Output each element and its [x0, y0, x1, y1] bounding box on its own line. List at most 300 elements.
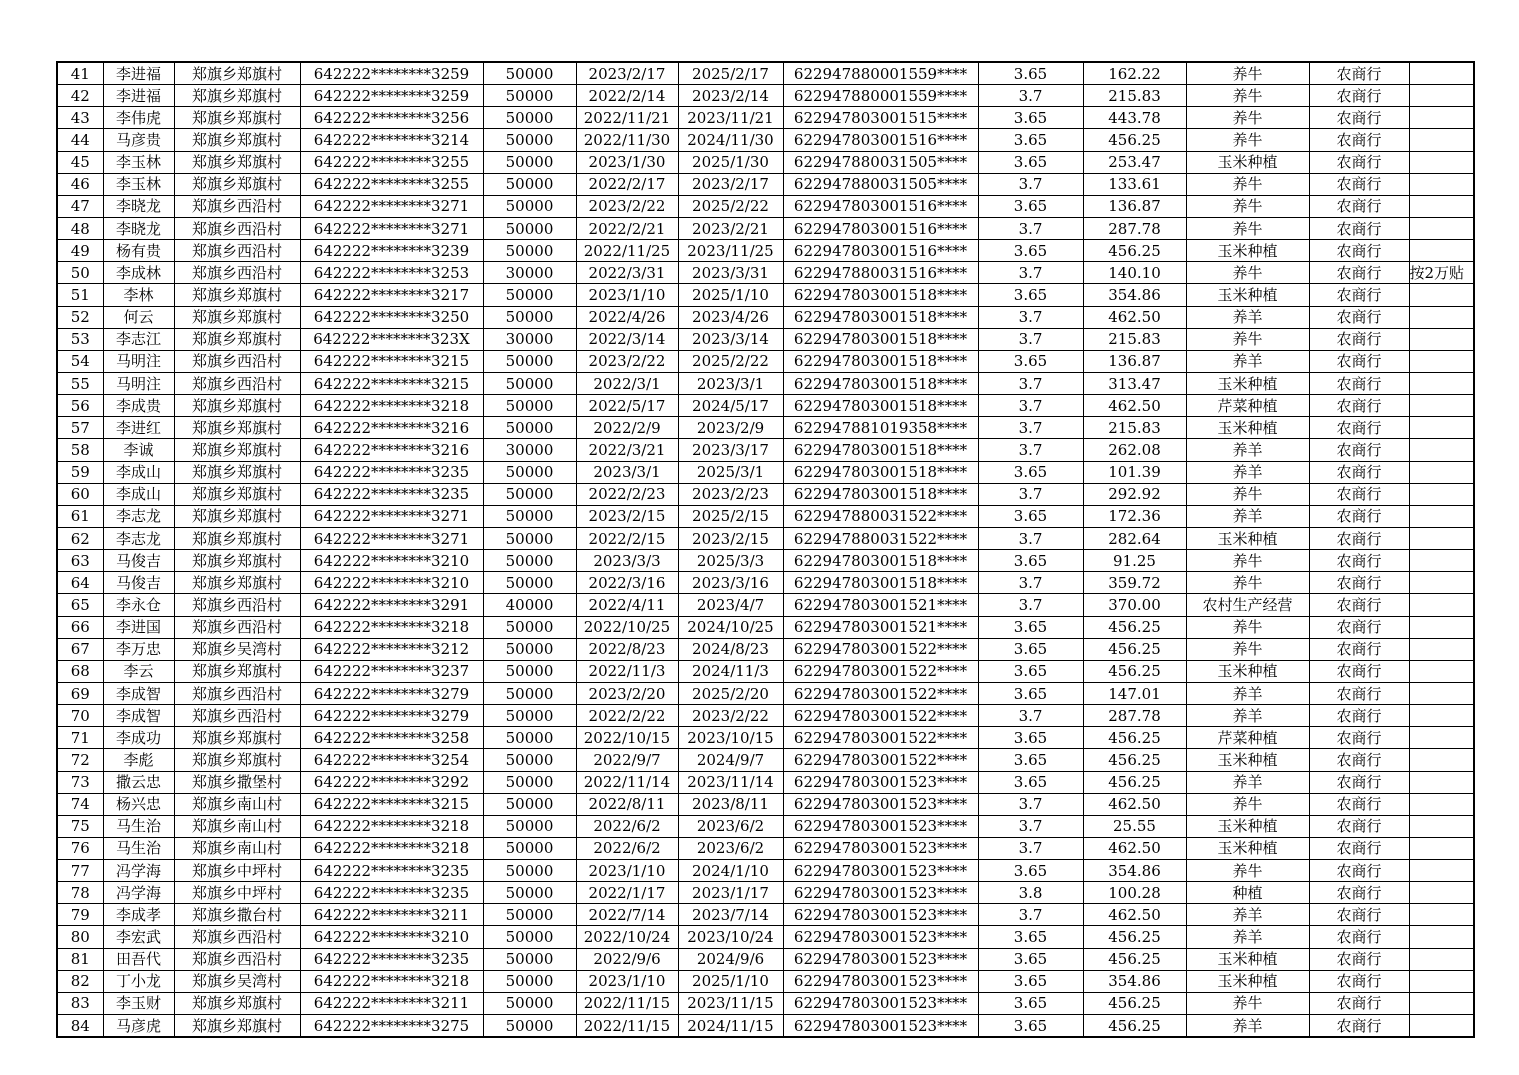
bank-cell: 农商行	[1309, 572, 1409, 594]
note-cell	[1409, 616, 1474, 638]
loan-amount-cell: 50000	[483, 395, 576, 417]
village-cell: 郑旗乡郑旗村	[174, 550, 300, 572]
name-cell: 李成贵	[103, 395, 174, 417]
id-number-cell: 642222********3215	[300, 350, 483, 372]
loan-amount-cell: 50000	[483, 284, 576, 306]
loan-purpose-cell: 养羊	[1186, 350, 1309, 372]
bank-cell: 农商行	[1309, 793, 1409, 815]
interest-amount-cell: 462.50	[1083, 306, 1186, 328]
interest-rate-cell: 3.7	[978, 904, 1083, 926]
name-cell: 李成山	[103, 461, 174, 483]
name-cell: 马生治	[103, 815, 174, 837]
loan-purpose-cell: 玉米种植	[1186, 815, 1309, 837]
interest-amount-cell: 101.39	[1083, 461, 1186, 483]
loan-purpose-cell: 养牛	[1186, 195, 1309, 217]
note-cell	[1409, 372, 1474, 394]
table-row	[57, 926, 1474, 948]
bank-cell: 农商行	[1309, 882, 1409, 904]
account-number-cell: 622947880031516****	[783, 262, 978, 284]
name-cell: 李晓龙	[103, 217, 174, 239]
row-number-cell: 53	[57, 328, 103, 350]
id-number-cell: 642222********3237	[300, 660, 483, 682]
bank-cell: 农商行	[1309, 217, 1409, 239]
account-number-cell: 622947803001518****	[783, 284, 978, 306]
name-cell: 李成孝	[103, 904, 174, 926]
row-number-cell: 49	[57, 240, 103, 262]
interest-rate-cell: 3.7	[978, 306, 1083, 328]
account-number-cell: 622947803001523****	[783, 1015, 978, 1038]
end-date-cell: 2024/9/6	[678, 948, 783, 970]
village-cell: 郑旗乡南山村	[174, 837, 300, 859]
note-cell: 按2万贴	[1409, 262, 1474, 284]
interest-rate-cell: 3.65	[978, 660, 1083, 682]
id-number-cell: 642222********3259	[300, 62, 483, 85]
interest-rate-cell: 3.65	[978, 638, 1083, 660]
id-number-cell: 642222********3255	[300, 173, 483, 195]
interest-amount-cell: 172.36	[1083, 505, 1186, 527]
interest-amount-cell: 456.25	[1083, 926, 1186, 948]
note-cell	[1409, 1015, 1474, 1038]
loan-amount-cell: 50000	[483, 638, 576, 660]
loan-purpose-cell: 养羊	[1186, 461, 1309, 483]
bank-cell: 农商行	[1309, 904, 1409, 926]
account-number-cell: 622947880031505****	[783, 151, 978, 173]
interest-amount-cell: 162.22	[1083, 62, 1186, 85]
account-number-cell: 622947803001523****	[783, 837, 978, 859]
loan-purpose-cell: 玉米种植	[1186, 948, 1309, 970]
interest-amount-cell: 133.61	[1083, 173, 1186, 195]
account-number-cell: 622947803001523****	[783, 970, 978, 992]
note-cell	[1409, 749, 1474, 771]
interest-rate-cell: 3.7	[978, 217, 1083, 239]
interest-amount-cell: 354.86	[1083, 860, 1186, 882]
table-row	[57, 970, 1474, 992]
interest-amount-cell: 456.25	[1083, 992, 1186, 1014]
bank-cell: 农商行	[1309, 461, 1409, 483]
id-number-cell: 642222********3254	[300, 749, 483, 771]
note-cell	[1409, 350, 1474, 372]
row-number-cell: 50	[57, 262, 103, 284]
name-cell: 李成山	[103, 483, 174, 505]
row-number-cell: 71	[57, 727, 103, 749]
name-cell: 冯学海	[103, 860, 174, 882]
interest-rate-cell: 3.7	[978, 372, 1083, 394]
table-row	[57, 837, 1474, 859]
village-cell: 郑旗乡郑旗村	[174, 439, 300, 461]
id-number-cell: 642222********3210	[300, 550, 483, 572]
bank-cell: 农商行	[1309, 417, 1409, 439]
id-number-cell: 642222********3271	[300, 527, 483, 549]
loan-amount-cell: 50000	[483, 240, 576, 262]
loan-amount-cell: 50000	[483, 616, 576, 638]
start-date-cell: 2023/2/17	[576, 62, 678, 85]
name-cell: 马彦贵	[103, 129, 174, 151]
loan-table	[56, 61, 1475, 1038]
interest-amount-cell: 456.25	[1083, 616, 1186, 638]
village-cell: 郑旗乡郑旗村	[174, 527, 300, 549]
loan-purpose-cell: 养牛	[1186, 992, 1309, 1014]
id-number-cell: 642222********3215	[300, 793, 483, 815]
interest-amount-cell: 354.86	[1083, 284, 1186, 306]
start-date-cell: 2023/1/10	[576, 970, 678, 992]
bank-cell: 农商行	[1309, 483, 1409, 505]
table-row	[57, 240, 1474, 262]
loan-purpose-cell: 农村生产经营	[1186, 594, 1309, 616]
interest-rate-cell: 3.7	[978, 395, 1083, 417]
table-row	[57, 815, 1474, 837]
loan-amount-cell: 50000	[483, 793, 576, 815]
account-number-cell: 622947803001523****	[783, 815, 978, 837]
bank-cell: 农商行	[1309, 1015, 1409, 1038]
account-number-cell: 622947803001516****	[783, 217, 978, 239]
table-row	[57, 948, 1474, 970]
account-number-cell: 622947803001523****	[783, 992, 978, 1014]
interest-rate-cell: 3.7	[978, 793, 1083, 815]
loan-purpose-cell: 养牛	[1186, 107, 1309, 129]
interest-amount-cell: 215.83	[1083, 417, 1186, 439]
end-date-cell: 2023/2/22	[678, 705, 783, 727]
name-cell: 马明注	[103, 372, 174, 394]
id-number-cell: 642222********3235	[300, 948, 483, 970]
table-row	[57, 682, 1474, 704]
loan-purpose-cell: 养羊	[1186, 1015, 1309, 1038]
loan-amount-cell: 50000	[483, 882, 576, 904]
village-cell: 郑旗乡郑旗村	[174, 107, 300, 129]
row-number-cell: 73	[57, 771, 103, 793]
loan-amount-cell: 50000	[483, 85, 576, 107]
loan-amount-cell: 50000	[483, 417, 576, 439]
interest-amount-cell: 359.72	[1083, 572, 1186, 594]
table-row	[57, 705, 1474, 727]
account-number-cell: 622947803001518****	[783, 395, 978, 417]
loan-amount-cell: 30000	[483, 439, 576, 461]
id-number-cell: 642222********3235	[300, 483, 483, 505]
loan-amount-cell: 50000	[483, 129, 576, 151]
village-cell: 郑旗乡郑旗村	[174, 151, 300, 173]
row-number-cell: 80	[57, 926, 103, 948]
table-row	[57, 372, 1474, 394]
village-cell: 郑旗乡郑旗村	[174, 328, 300, 350]
start-date-cell: 2022/10/25	[576, 616, 678, 638]
start-date-cell: 2022/11/15	[576, 1015, 678, 1038]
id-number-cell: 642222********3271	[300, 505, 483, 527]
loan-purpose-cell: 养牛	[1186, 217, 1309, 239]
loan-amount-cell: 50000	[483, 705, 576, 727]
interest-amount-cell: 456.25	[1083, 129, 1186, 151]
note-cell	[1409, 860, 1474, 882]
id-number-cell: 642222********3215	[300, 372, 483, 394]
start-date-cell: 2022/3/21	[576, 439, 678, 461]
interest-rate-cell: 3.7	[978, 837, 1083, 859]
name-cell: 李宏武	[103, 926, 174, 948]
id-number-cell: 642222********3235	[300, 461, 483, 483]
start-date-cell: 2023/2/20	[576, 682, 678, 704]
start-date-cell: 2022/2/9	[576, 417, 678, 439]
account-number-cell: 622947880031505****	[783, 173, 978, 195]
start-date-cell: 2022/4/26	[576, 306, 678, 328]
loan-amount-cell: 50000	[483, 505, 576, 527]
end-date-cell: 2023/11/15	[678, 992, 783, 1014]
village-cell: 郑旗乡中坪村	[174, 882, 300, 904]
interest-amount-cell: 262.08	[1083, 439, 1186, 461]
loan-purpose-cell: 玉米种植	[1186, 284, 1309, 306]
name-cell: 李彪	[103, 749, 174, 771]
bank-cell: 农商行	[1309, 439, 1409, 461]
bank-cell: 农商行	[1309, 195, 1409, 217]
village-cell: 郑旗乡西沿村	[174, 350, 300, 372]
start-date-cell: 2022/3/14	[576, 328, 678, 350]
id-number-cell: 642222********3253	[300, 262, 483, 284]
start-date-cell: 2022/7/14	[576, 904, 678, 926]
note-cell	[1409, 904, 1474, 926]
note-cell	[1409, 395, 1474, 417]
bank-cell: 农商行	[1309, 837, 1409, 859]
end-date-cell: 2024/5/17	[678, 395, 783, 417]
note-cell	[1409, 970, 1474, 992]
interest-amount-cell: 456.25	[1083, 749, 1186, 771]
interest-rate-cell: 3.65	[978, 195, 1083, 217]
loan-amount-cell: 50000	[483, 970, 576, 992]
end-date-cell: 2023/3/1	[678, 372, 783, 394]
village-cell: 郑旗乡郑旗村	[174, 505, 300, 527]
interest-rate-cell: 3.7	[978, 328, 1083, 350]
row-number-cell: 79	[57, 904, 103, 926]
village-cell: 郑旗乡郑旗村	[174, 306, 300, 328]
interest-rate-cell: 3.65	[978, 151, 1083, 173]
row-number-cell: 59	[57, 461, 103, 483]
row-number-cell: 70	[57, 705, 103, 727]
bank-cell: 农商行	[1309, 727, 1409, 749]
note-cell	[1409, 439, 1474, 461]
account-number-cell: 622947803001518****	[783, 372, 978, 394]
name-cell: 李志江	[103, 328, 174, 350]
loan-purpose-cell: 芹菜种植	[1186, 395, 1309, 417]
end-date-cell: 2025/2/20	[678, 682, 783, 704]
loan-purpose-cell: 养羊	[1186, 306, 1309, 328]
note-cell	[1409, 505, 1474, 527]
account-number-cell: 622947803001523****	[783, 771, 978, 793]
interest-rate-cell: 3.65	[978, 948, 1083, 970]
start-date-cell: 2023/2/15	[576, 505, 678, 527]
name-cell: 马俊吉	[103, 550, 174, 572]
name-cell: 马生治	[103, 837, 174, 859]
account-number-cell: 622947803001523****	[783, 860, 978, 882]
start-date-cell: 2022/11/3	[576, 660, 678, 682]
loan-amount-cell: 50000	[483, 992, 576, 1014]
interest-amount-cell: 456.25	[1083, 727, 1186, 749]
table-row	[57, 395, 1474, 417]
interest-amount-cell: 136.87	[1083, 195, 1186, 217]
interest-amount-cell: 456.25	[1083, 1015, 1186, 1038]
interest-amount-cell: 313.47	[1083, 372, 1186, 394]
interest-rate-cell: 3.65	[978, 616, 1083, 638]
interest-rate-cell: 3.65	[978, 682, 1083, 704]
interest-rate-cell: 3.65	[978, 129, 1083, 151]
end-date-cell: 2024/9/7	[678, 749, 783, 771]
end-date-cell: 2025/2/22	[678, 350, 783, 372]
loan-amount-cell: 50000	[483, 682, 576, 704]
note-cell	[1409, 572, 1474, 594]
id-number-cell: 642222********3271	[300, 195, 483, 217]
table-body	[57, 62, 1474, 1037]
note-cell	[1409, 107, 1474, 129]
name-cell: 杨有贵	[103, 240, 174, 262]
loan-purpose-cell: 芹菜种植	[1186, 727, 1309, 749]
end-date-cell: 2025/3/3	[678, 550, 783, 572]
start-date-cell: 2023/1/10	[576, 860, 678, 882]
loan-purpose-cell: 养牛	[1186, 550, 1309, 572]
account-number-cell: 622947803001522****	[783, 638, 978, 660]
end-date-cell: 2023/11/25	[678, 240, 783, 262]
note-cell	[1409, 195, 1474, 217]
interest-rate-cell: 3.65	[978, 860, 1083, 882]
table-row	[57, 793, 1474, 815]
loan-purpose-cell: 养牛	[1186, 638, 1309, 660]
village-cell: 郑旗乡西沿村	[174, 682, 300, 704]
account-number-cell: 622947803001518****	[783, 483, 978, 505]
end-date-cell: 2023/4/7	[678, 594, 783, 616]
interest-amount-cell: 462.50	[1083, 904, 1186, 926]
note-cell	[1409, 948, 1474, 970]
name-cell: 李永仓	[103, 594, 174, 616]
interest-amount-cell: 91.25	[1083, 550, 1186, 572]
row-number-cell: 44	[57, 129, 103, 151]
bank-cell: 农商行	[1309, 705, 1409, 727]
village-cell: 郑旗乡西沿村	[174, 926, 300, 948]
village-cell: 郑旗乡西沿村	[174, 616, 300, 638]
account-number-cell: 622947803001518****	[783, 328, 978, 350]
bank-cell: 农商行	[1309, 328, 1409, 350]
interest-rate-cell: 3.65	[978, 284, 1083, 306]
interest-amount-cell: 443.78	[1083, 107, 1186, 129]
note-cell	[1409, 62, 1474, 85]
loan-amount-cell: 50000	[483, 926, 576, 948]
village-cell: 郑旗乡吴湾村	[174, 638, 300, 660]
id-number-cell: 642222********3250	[300, 306, 483, 328]
loan-purpose-cell: 养牛	[1186, 572, 1309, 594]
village-cell: 郑旗乡郑旗村	[174, 483, 300, 505]
table-row	[57, 550, 1474, 572]
interest-rate-cell: 3.7	[978, 85, 1083, 107]
account-number-cell: 622947803001523****	[783, 904, 978, 926]
bank-cell: 农商行	[1309, 550, 1409, 572]
row-number-cell: 68	[57, 660, 103, 682]
id-number-cell: 642222********3218	[300, 815, 483, 837]
note-cell	[1409, 483, 1474, 505]
id-number-cell: 642222********3291	[300, 594, 483, 616]
end-date-cell: 2025/2/22	[678, 195, 783, 217]
start-date-cell: 2022/10/15	[576, 727, 678, 749]
village-cell: 郑旗乡郑旗村	[174, 749, 300, 771]
bank-cell: 农商行	[1309, 682, 1409, 704]
note-cell	[1409, 815, 1474, 837]
note-cell	[1409, 527, 1474, 549]
start-date-cell: 2022/5/17	[576, 395, 678, 417]
name-cell: 李进福	[103, 85, 174, 107]
account-number-cell: 622947803001523****	[783, 882, 978, 904]
id-number-cell: 642222********3259	[300, 85, 483, 107]
note-cell	[1409, 882, 1474, 904]
interest-amount-cell: 215.83	[1083, 328, 1186, 350]
end-date-cell: 2023/3/17	[678, 439, 783, 461]
loan-amount-cell: 30000	[483, 328, 576, 350]
interest-rate-cell: 3.65	[978, 107, 1083, 129]
row-number-cell: 54	[57, 350, 103, 372]
table-row	[57, 594, 1474, 616]
interest-rate-cell: 3.65	[978, 970, 1083, 992]
end-date-cell: 2023/1/17	[678, 882, 783, 904]
note-cell	[1409, 85, 1474, 107]
end-date-cell: 2023/2/9	[678, 417, 783, 439]
account-number-cell: 622947803001518****	[783, 461, 978, 483]
id-number-cell: 642222********3218	[300, 837, 483, 859]
interest-rate-cell: 3.8	[978, 882, 1083, 904]
note-cell	[1409, 284, 1474, 306]
note-cell	[1409, 771, 1474, 793]
table-row	[57, 505, 1474, 527]
interest-amount-cell: 370.00	[1083, 594, 1186, 616]
loan-amount-cell: 50000	[483, 483, 576, 505]
interest-amount-cell: 462.50	[1083, 395, 1186, 417]
end-date-cell: 2025/3/1	[678, 461, 783, 483]
row-number-cell: 61	[57, 505, 103, 527]
loan-purpose-cell: 玉米种植	[1186, 372, 1309, 394]
end-date-cell: 2023/3/14	[678, 328, 783, 350]
loan-amount-cell: 50000	[483, 727, 576, 749]
table-row	[57, 151, 1474, 173]
end-date-cell: 2024/11/30	[678, 129, 783, 151]
note-cell	[1409, 594, 1474, 616]
start-date-cell: 2022/11/15	[576, 992, 678, 1014]
note-cell	[1409, 151, 1474, 173]
interest-rate-cell: 3.7	[978, 527, 1083, 549]
start-date-cell: 2022/8/23	[576, 638, 678, 660]
loan-purpose-cell: 养牛	[1186, 860, 1309, 882]
account-number-cell: 622947803001523****	[783, 926, 978, 948]
note-cell	[1409, 705, 1474, 727]
note-cell	[1409, 328, 1474, 350]
loan-purpose-cell: 养牛	[1186, 173, 1309, 195]
loan-purpose-cell: 养牛	[1186, 616, 1309, 638]
id-number-cell: 642222********3255	[300, 151, 483, 173]
interest-rate-cell: 3.65	[978, 550, 1083, 572]
village-cell: 郑旗乡郑旗村	[174, 129, 300, 151]
id-number-cell: 642222********3256	[300, 107, 483, 129]
bank-cell: 农商行	[1309, 395, 1409, 417]
interest-rate-cell: 3.7	[978, 173, 1083, 195]
loan-amount-cell: 40000	[483, 594, 576, 616]
interest-rate-cell: 3.65	[978, 505, 1083, 527]
name-cell: 马彦虎	[103, 1015, 174, 1038]
loan-purpose-cell: 养羊	[1186, 439, 1309, 461]
interest-rate-cell: 3.7	[978, 262, 1083, 284]
note-cell	[1409, 217, 1474, 239]
account-number-cell: 622947803001518****	[783, 350, 978, 372]
account-number-cell: 622947803001515****	[783, 107, 978, 129]
interest-rate-cell: 3.7	[978, 705, 1083, 727]
id-number-cell: 642222********3210	[300, 572, 483, 594]
village-cell: 郑旗乡南山村	[174, 793, 300, 815]
row-number-cell: 46	[57, 173, 103, 195]
village-cell: 郑旗乡西沿村	[174, 262, 300, 284]
bank-cell: 农商行	[1309, 616, 1409, 638]
name-cell: 马俊吉	[103, 572, 174, 594]
loan-amount-cell: 50000	[483, 173, 576, 195]
interest-amount-cell: 25.55	[1083, 815, 1186, 837]
start-date-cell: 2023/2/22	[576, 350, 678, 372]
end-date-cell: 2023/10/15	[678, 727, 783, 749]
start-date-cell: 2022/2/21	[576, 217, 678, 239]
